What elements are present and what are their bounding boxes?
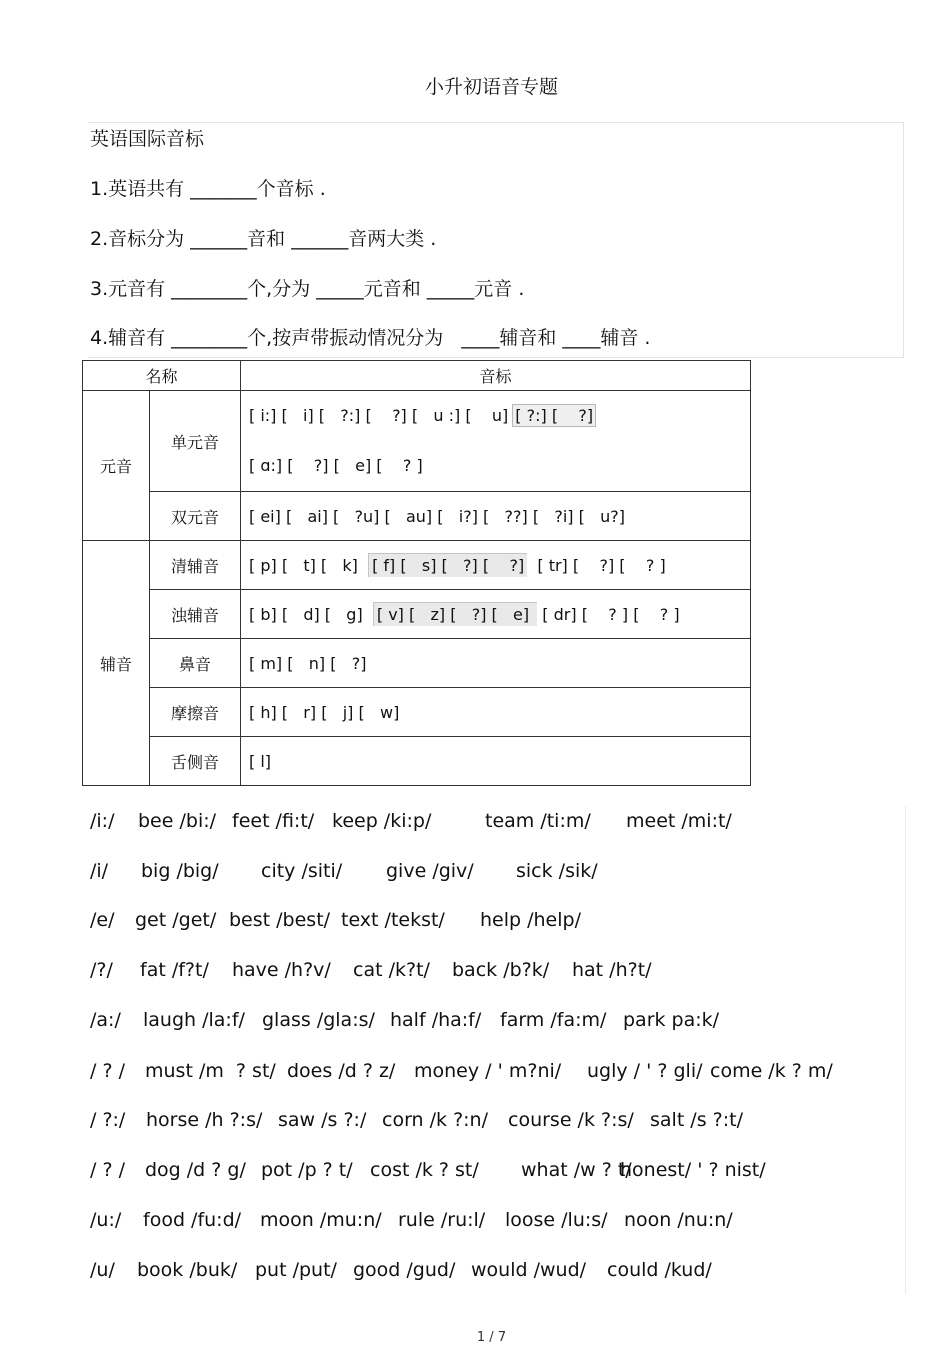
example-word: give /giv/	[386, 860, 474, 882]
example-word: corn /k ?:n/	[382, 1109, 489, 1131]
example-word: good /gud/	[353, 1259, 456, 1281]
voiceless-label: 清辅音	[150, 541, 241, 590]
example-word: put /put/	[255, 1259, 337, 1281]
example-word: saw /s ?:/	[278, 1109, 367, 1131]
phoneme-symbol: /a:/	[90, 1009, 121, 1031]
example-word: text /tekst/	[341, 909, 445, 931]
example-word: park pa:k/	[623, 1009, 720, 1031]
question-1: 1.英语共有 _______个音标 .	[90, 178, 326, 200]
example-word: sick /sik/	[516, 860, 598, 882]
lateral-label: 舌侧音	[150, 737, 241, 786]
table-header-row	[83, 361, 751, 391]
phoneme-symbol: /e/	[90, 909, 115, 931]
example-word: feet /fi:t/	[232, 810, 315, 832]
monophthong-highlight: [ ?:] [ ?]	[512, 404, 596, 427]
phoneme-symbol: /?/	[90, 959, 113, 981]
page-indicator: 1 / 7	[476, 1330, 507, 1345]
example-word: could /kud/	[607, 1259, 712, 1281]
header-name: 名称	[83, 361, 241, 391]
example-word: big /big/	[141, 860, 219, 882]
example-word: course /k ?:s/	[508, 1109, 634, 1131]
diphthong-symbols: [ ei] [ ai] [ ?u] [ au] [ i?] [ ??] [ ?i] [ u?]	[241, 492, 751, 541]
phoneme-symbol: / ? /	[90, 1060, 125, 1082]
example-word: city /siti/	[261, 860, 343, 882]
phoneme-symbol: /u/	[90, 1259, 115, 1281]
table-row-voiced	[83, 590, 751, 639]
example-word: ugly / ' ? gli/	[587, 1060, 703, 1082]
example-word: help /help/	[480, 909, 581, 931]
question-4: 4.辅音有 ________个,按声带振动情况分为 ____辅音和 ____辅音 .	[90, 327, 651, 349]
example-word: keep /ki:p/	[332, 810, 432, 832]
voiceless-symbols: [ p] [ t] [ k] [ f] [ s] [ ?] [ ?] [ tr] [ ?] [ ? ]	[241, 541, 751, 590]
example-word: loose /lu:s/	[505, 1209, 608, 1231]
example-word: half /ha:f/	[390, 1009, 482, 1031]
monophthong-symbols	[241, 391, 751, 492]
table-row-fricative	[83, 688, 751, 737]
nasal-symbols: [ m] [ n] [ ?]	[241, 639, 751, 688]
example-word: noon /nu:n/	[624, 1209, 733, 1231]
example-word: money / ' m?ni/	[414, 1060, 562, 1082]
vowel-group-label: 元音	[83, 391, 150, 541]
monophthong-line2: [ ɑ:] [ ?] [ e] [ ? ]	[249, 456, 423, 475]
example-word: have /h?v/	[232, 959, 331, 981]
header-phonetic: 音标	[241, 361, 751, 391]
example-word: moon /mu:n/	[260, 1209, 382, 1231]
example-word: book /buk/	[137, 1259, 238, 1281]
example-word: pot /p ? t/	[261, 1159, 353, 1181]
section-heading: 英语国际音标	[90, 128, 205, 150]
example-word: horse /h ?:s/	[146, 1109, 263, 1131]
phoneme-symbol: /i/	[90, 860, 109, 882]
example-word: back /b?k/	[452, 959, 550, 981]
phoneme-symbol: /i:/	[90, 810, 115, 832]
example-word: team /ti:m/	[485, 810, 591, 832]
fricative-symbols: [ h] [ r] [ j] [ w]	[241, 688, 751, 737]
voiced-symbols: [ b] [ d] [ g] [ v] [ z] [ ?] [ e] [ dr] [ ? ] [ ? ]	[241, 590, 751, 639]
voiced-label: 浊辅音	[150, 590, 241, 639]
example-word: bee /bi:/	[138, 810, 217, 832]
example-word: does /d ? z/	[287, 1060, 396, 1082]
voiced-highlight: [ v] [ z] [ ?] [ e]	[373, 602, 537, 626]
question-2: 2.音标分为 ______音和 ______音两大类 .	[90, 228, 437, 250]
example-word: salt /s ?:t/	[650, 1109, 743, 1131]
example-word: come /k ? m/	[710, 1060, 833, 1082]
monophthong-line1: [ i:] [ i] [ ?:] [ ?] [ u :] [ u]	[249, 406, 509, 425]
fricative-label: 摩擦音	[150, 688, 241, 737]
example-word: get /get/	[135, 909, 217, 931]
diphthong-label: 双元音	[150, 492, 241, 541]
example-word: rule /ru:l/	[398, 1209, 486, 1231]
example-word: meet /mi:t/	[626, 810, 732, 832]
example-word: hat /h?t/	[572, 959, 652, 981]
phoneme-symbol: /u:/	[90, 1209, 122, 1231]
nasal-label: 鼻音	[150, 639, 241, 688]
table-row-monophthong	[83, 391, 751, 492]
example-word: honest/ ' ? nist/	[620, 1159, 766, 1181]
phoneme-symbol: / ? /	[90, 1159, 125, 1181]
monophthong-label: 单元音	[150, 391, 241, 492]
example-word: food /fu:d/	[143, 1209, 242, 1231]
example-word: fat /f?t/	[140, 959, 209, 981]
phonetic-table	[82, 360, 751, 786]
example-word: what /w ? t/	[521, 1159, 632, 1181]
phoneme-symbol: / ?:/	[90, 1109, 126, 1131]
example-word: dog /d ? g/	[145, 1159, 246, 1181]
example-word: glass /gla:s/	[262, 1009, 375, 1031]
table-row-nasal	[83, 639, 751, 688]
table-row-lateral	[83, 737, 751, 786]
question-3: 3.元音有 ________个,分为 _____元音和 _____元音 .	[90, 278, 525, 300]
example-word: would /wud/	[471, 1259, 587, 1281]
table-row-diphthong	[83, 492, 751, 541]
example-word: cat /k?t/	[353, 959, 430, 981]
lateral-symbols: [ l]	[241, 737, 751, 786]
table-row-voiceless	[83, 541, 751, 590]
example-word: cost /k ? st/	[370, 1159, 479, 1181]
example-word: laugh /la:f/	[143, 1009, 245, 1031]
consonant-group-label: 辅音	[83, 541, 150, 786]
voiceless-highlight: [ f] [ s] [ ?] [ ?]	[368, 553, 527, 577]
page-title: 小升初语音专题	[424, 76, 558, 98]
example-word: farm /fa:m/	[500, 1009, 607, 1031]
example-word: must /m ? st/	[145, 1060, 276, 1082]
example-word: best /best/	[229, 909, 331, 931]
